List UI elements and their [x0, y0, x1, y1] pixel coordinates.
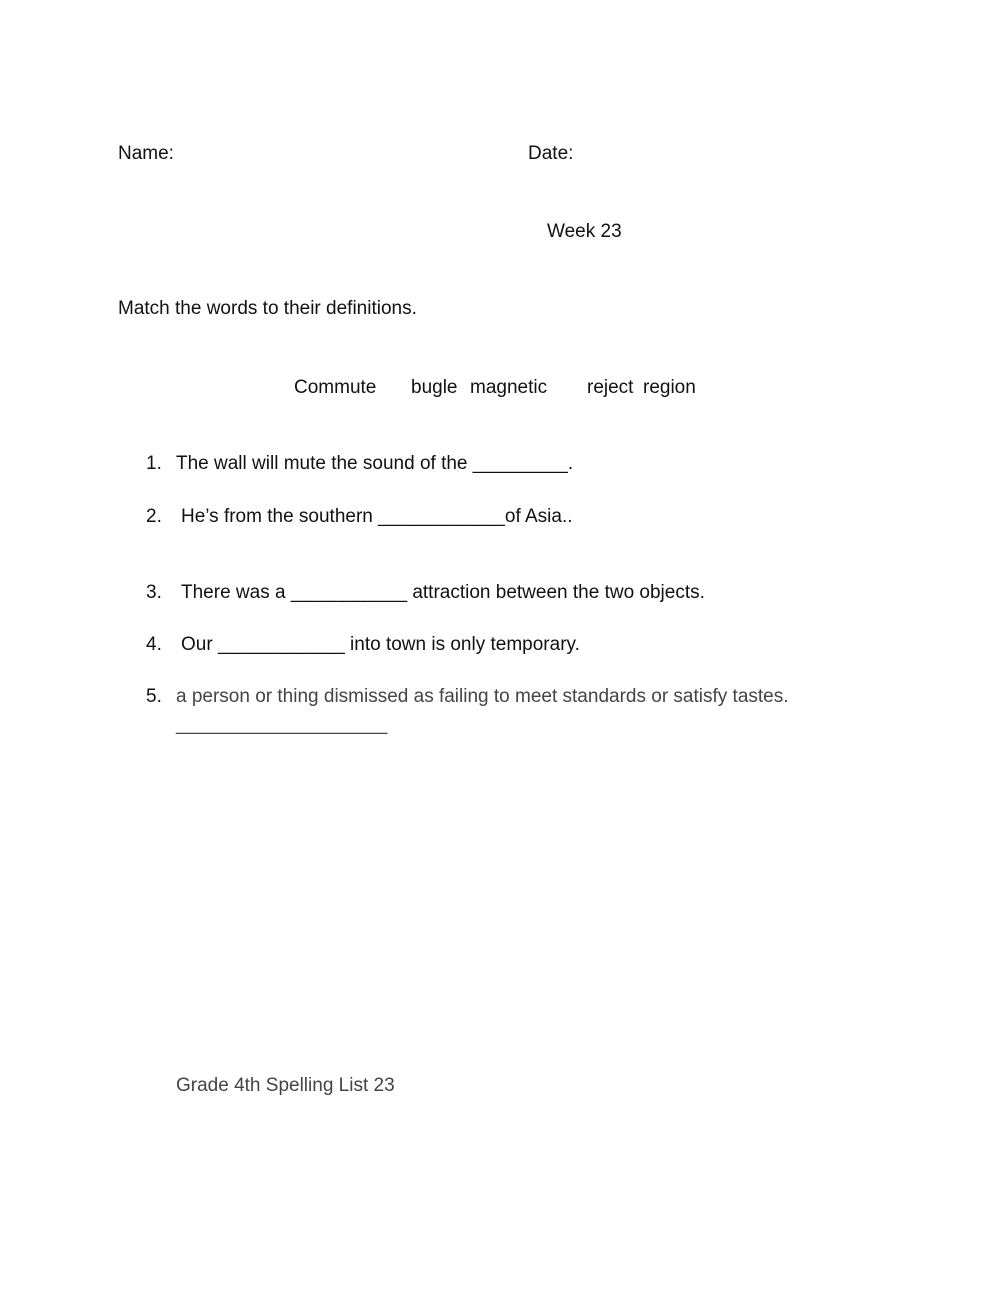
word-bank-item: bugle: [411, 377, 458, 398]
question-number: 4.: [146, 634, 162, 655]
word-bank-item: region: [643, 377, 696, 398]
instructions: Match the words to their definitions.: [118, 298, 417, 319]
word-bank-item: Commute: [294, 377, 377, 398]
answer-line: ____________________: [176, 714, 388, 735]
week-label: Week 23: [547, 221, 622, 242]
question-number: 2.: [146, 506, 162, 527]
question-text: He’s from the southern ____________of Asia..: [181, 506, 573, 527]
word-bank-item: reject: [587, 377, 634, 398]
word-bank-item: magnetic: [470, 377, 548, 398]
question-text: There was a ___________ attraction between the two objects.: [181, 582, 705, 603]
question-text: a person or thing dismissed as failing to meet standards or satisfy tastes.: [176, 686, 789, 707]
name-label: Name:: [118, 143, 174, 164]
question-number: 5.: [146, 686, 162, 707]
date-label: Date:: [528, 143, 574, 164]
question-text: The wall will mute the sound of the _________.: [176, 453, 574, 474]
question-number: 3.: [146, 582, 162, 603]
question-number: 1.: [146, 453, 162, 474]
footer-title: Grade 4th Spelling List 23: [176, 1075, 395, 1096]
question-text: Our ____________ into town is only temporary.: [181, 634, 580, 655]
